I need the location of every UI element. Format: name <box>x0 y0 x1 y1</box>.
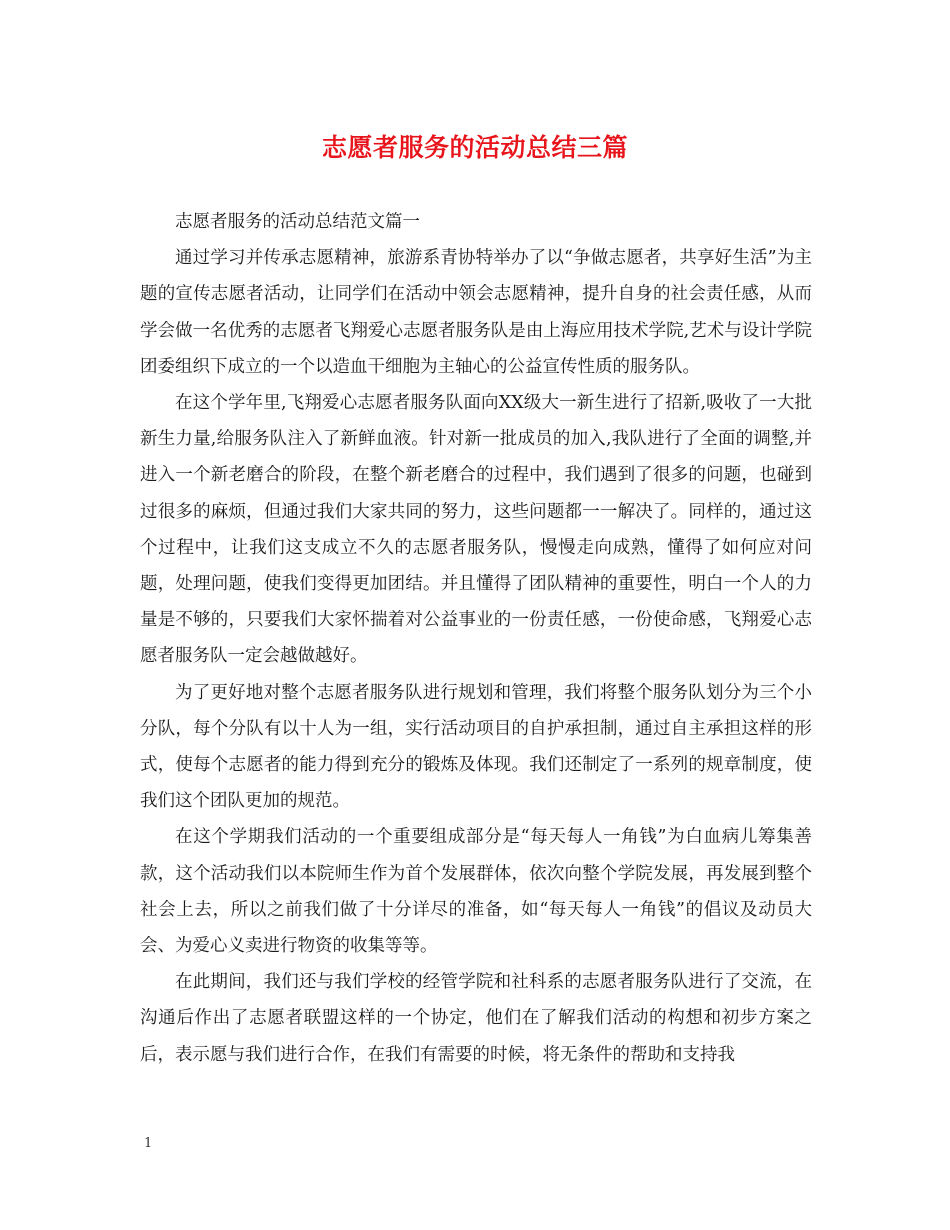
paragraph: 在此期间，我们还与我们学校的经管学院和社科系的志愿者服务队进行了交流，在沟通后作出了志愿者联盟这样的一个协定，他们在了解我们活动的构想和初步方案之后，表示愿与我们进行合作，在我们有需要的时候，将无条件的帮助和支持我 <box>140 972 812 1065</box>
document-body <box>140 204 812 1073</box>
page-number: 1 <box>144 1136 153 1151</box>
paragraph: 通过学习并传承志愿精神，旅游系青协特举办了以“争做志愿者，共享好生活”为主题的宣传志愿者活动，让同学们在活动中领会志愿精神，提升自身的社会责任感，从而学会做一名优秀的志愿者飞翔爱心志愿者服务队是由上海应用技术学院,艺术与设计学院团委组织下成立的一个以造血干细胞为主轴心的公益宣传性质的服务队。 <box>140 248 812 377</box>
paragraph: 在这个学期我们活动的一个重要组成部分是“每天每人一角钱”为白血病儿筹集善款，这个活动我们以本院师生作为首个发展群体，依次向整个学院发展，再发展到整个社会上去，所以之前我们做了十分详尽的准备，如“每天每人一角钱”的倡议及动员大会、为爱心义卖进行物资的收集等等。 <box>140 827 812 957</box>
paragraph: 为了更好地对整个志愿者服务队进行规划和管理，我们将整个服务队划分为三个小分队，每个分队有以十人为一组，实行活动项目的自护承担制，通过自主承担这样的形式，使每个志愿者的能力得到充分的锻炼及体现。我们还制定了一系列的规章制度，使我们这个团队更加的规范。 <box>140 682 812 812</box>
paragraph: 在这个学年里,飞翔爱心志愿者服务队面向XX级大一新生进行了招新,吸收了一大批新生力量,给服务队注入了新鲜血液。针对新一批成员的加入,我队进行了全面的调整,并进入一个新老磨合的阶段，在整个新老磨合的过程中，我们遇到了很多的问题，也碰到过很多的麻烦，但通过我们大家共同的努力，这些问题都一一解决了。同样的，通过这个过程中，让我们这支成立不久的志愿者服务队，慢慢走向成熟，懂得了如何应对问题，处理问题，使我们变得更加团结。并且懂得了团队精神的重要性，明白一个人的力量是不够的，只要我们大家怀揣着对公益事业的一份责任感，一份使命感，飞翔爱心志愿者服务队一定会越做越好。 <box>140 393 812 667</box>
section-heading: 志愿者服务的活动总结范文篇一 <box>175 212 420 232</box>
document-title: 志愿者服务的活动总结三篇 <box>321 133 628 162</box>
